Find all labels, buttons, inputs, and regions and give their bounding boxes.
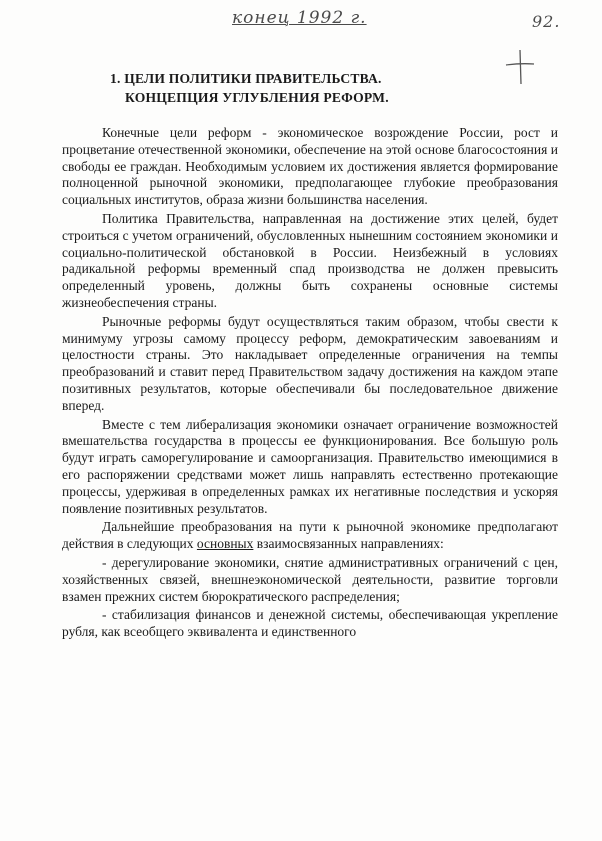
paragraph-goals: Конечные цели реформ - экономическое возрождение России, рост и процветание отечественной экономики, обеспечение на этой основе благосостояния и свободы ее граждан. Необходимым условием их достижения является формирование полноценной рыночной экономики, предполагающее глубокие преобразования социальных институтов, образа жизни большинства населения. [62, 125, 558, 208]
title-line-2: КОНЦЕПЦИЯ УГЛУБЛЕНИЯ РЕФОРМ. [125, 90, 389, 105]
document-body [62, 125, 558, 643]
paragraph-market-reforms: Рыночные реформы будут осуществляться таким образом, чтобы свести к минимуму угрозы самому процессу реформ, демократическим завоеваниям и целостности страны. Это накладывает определенные ограничения на темпы преобразований и ставит перед Правительством задачу достижения на каждом этапе позитивных результатов, которые обеспечивали бы последовательное движение вперед. [62, 313, 558, 413]
list-item-stabilization: - стабилизация финансов и денежной системы, обеспечивающая укрепление рубля, как всеобщего эквивалента и единственного [62, 607, 558, 640]
paragraph-liberalization: Вместе с тем либерализация экономики означает ограничение возможностей вмешательства государства в процессы ее функционирования. Все большую роль будут играть саморегулирование и самоорганизация. Правительство имеющимися в его распоряжении средствами может лишь направлять естественно протекающие процессы, удерживая в определенных рамках их негативные последствия и ускоряя появление позитивных результатов. [62, 416, 558, 516]
directions-text-start: Дальнейшие преобразования на пути к рыночной экономике предполагают действия в следующих [62, 519, 558, 552]
handwritten-page-number: 92. [532, 12, 561, 31]
paragraph-directions [62, 519, 558, 553]
underlined-word: основных [196, 536, 254, 552]
paragraph-government-policy: Политика Правительства, направленная на достижение этих целей, будет строиться с учетом ограничений, обусловленных нынешним состоянием экономики и социально-политической обстановкой в России. Неизбежный в условиях радикальной реформы временный спад производства не должен превысить определенный уровень, должны быть сохранены основные системы жизнеобеспечения страны. [62, 210, 558, 310]
directions-text-end: взаимосвязанных направлениях: [256, 536, 444, 552]
handwritten-note: конец 1992 г. [232, 8, 367, 28]
section-title [110, 69, 530, 107]
list-item-deregulation: - дерегулирование экономики, снятие административных ограничений с цен, хозяйственных связей, внешнеэкономической деятельности, развитие торговли взамен прежних систем бюрократического распределения; [62, 554, 558, 604]
title-line-1: 1. ЦЕЛИ ПОЛИТИКИ ПРАВИТЕЛЬСТВА. [110, 71, 382, 86]
